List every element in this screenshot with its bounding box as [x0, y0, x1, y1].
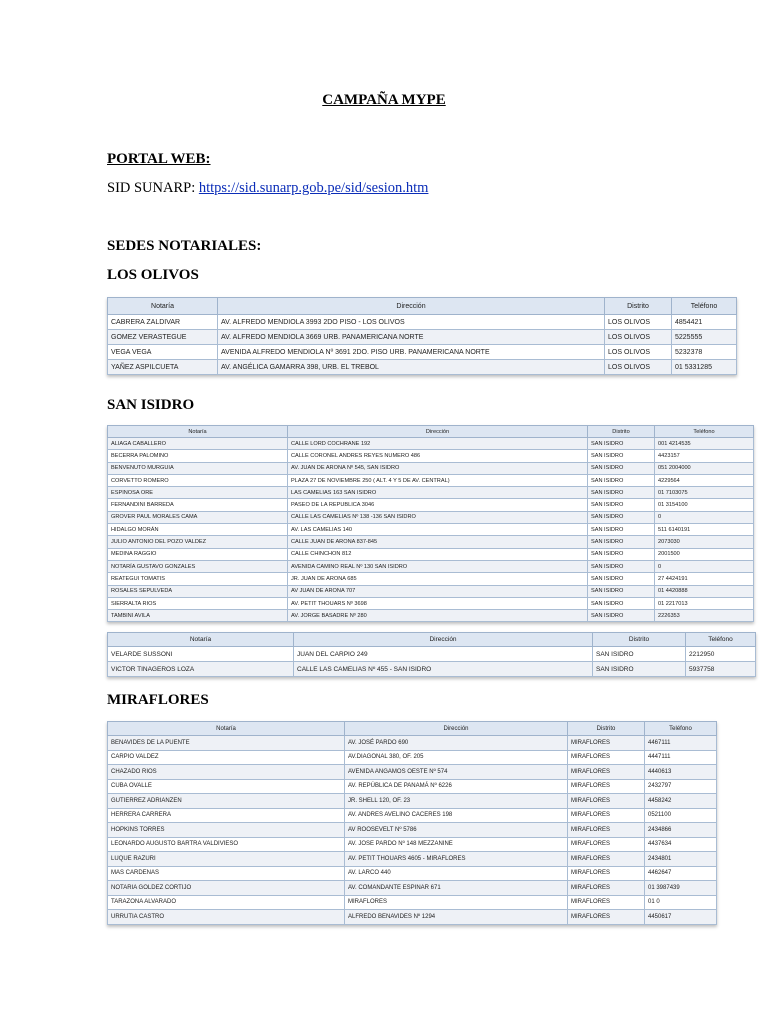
notaria-cell: YAÑEZ ASPILCUETA [108, 360, 218, 375]
notaria-cell: GUTIERREZ ADRIANZEN [108, 794, 345, 809]
telefono-cell: 01 0 [645, 895, 717, 910]
direccion-cell: CALLE LAS CAMELIAS Nº 138 -136 SAN ISIDRO [288, 511, 588, 523]
san-isidro-table-2 [107, 632, 756, 677]
distrito-cell: SAN ISIDRO [588, 548, 655, 560]
direccion-cell: CALLE JUAN DE ARONA 837-845 [288, 536, 588, 548]
table-row [108, 662, 756, 677]
distrito-cell: MIRAFLORES [568, 736, 645, 751]
direccion-cell: CALLE LAS CAMELIAS Nº 455 - SAN ISIDRO [294, 662, 593, 677]
telefono-cell: 4458242 [645, 794, 717, 809]
telefono-cell: 0 [655, 560, 754, 572]
direccion-cell: AV. ALFREDO MENDIOLA 3993 2DO PISO - LOS OLIVOS [218, 315, 605, 330]
table-row [108, 910, 717, 925]
notaria-cell: GOMEZ VERASTEGUE [108, 330, 218, 345]
direccion-cell: MIRAFLORES [345, 895, 568, 910]
table-row [108, 736, 717, 751]
notaria-cell: URRUTIA CASTRO [108, 910, 345, 925]
direccion-cell: CALLE CORONEL ANDRES REYES NUMERO 486 [288, 450, 588, 462]
sedes-heading: SEDES NOTARIALES: [107, 238, 262, 254]
distrito-cell: MIRAFLORES [568, 852, 645, 867]
direccion-cell: AV. PETIT THOUARS Nº 3698 [288, 597, 588, 609]
notaria-cell: CABRERA ZALDIVAR [108, 315, 218, 330]
table-row [108, 895, 717, 910]
table-row [108, 462, 754, 474]
direccion-cell: AV. JOSÉ PARDO 690 [345, 736, 568, 751]
direccion-cell: ALFREDO BENAVIDES Nº 1294 [345, 910, 568, 925]
telefono-cell: 4462647 [645, 866, 717, 881]
notaria-cell: BENAVIDES DE LA PUENTE [108, 736, 345, 751]
table-row [108, 765, 717, 780]
telefono-cell: 5225555 [672, 330, 737, 345]
los-olivos-heading: LOS OLIVOS [107, 267, 199, 283]
distrito-cell: SAN ISIDRO [588, 462, 655, 474]
direccion-cell: AVENIDA ANGAMOS OESTE Nº 574 [345, 765, 568, 780]
notaria-cell: HIDALGO MORÁN [108, 524, 288, 536]
notaria-cell: SIERRALTA RIOS [108, 597, 288, 609]
distrito-cell: SAN ISIDRO [588, 560, 655, 572]
telefono-cell: 2073030 [655, 536, 754, 548]
table-row [108, 438, 754, 450]
distrito-cell: MIRAFLORES [568, 750, 645, 765]
notaria-cell: MEDINA RAGGIO [108, 548, 288, 560]
direccion-cell: JR. JUAN DE ARONA 685 [288, 573, 588, 585]
notaria-cell: HOPKINS TORRES [108, 823, 345, 838]
telefono-cell: 5232378 [672, 345, 737, 360]
distrito-cell: LOS OLIVOS [605, 360, 672, 375]
distrito-cell: MIRAFLORES [568, 866, 645, 881]
notaria-cell: BECERRA PALOMINO [108, 450, 288, 462]
telefono-cell: 01 2217013 [655, 597, 754, 609]
distrito-cell: MIRAFLORES [568, 765, 645, 780]
distrito-cell: MIRAFLORES [568, 779, 645, 794]
distrito-cell: MIRAFLORES [568, 837, 645, 852]
notaria-cell: BENVENUTO MURGUIA [108, 462, 288, 474]
los-olivos-table [107, 297, 737, 375]
header-direccion: Dirección [218, 298, 605, 315]
miraflores-heading: MIRAFLORES [107, 692, 209, 708]
telefono-cell: 2432797 [645, 779, 717, 794]
notaria-cell: ROSALES SEPULVEDA [108, 585, 288, 597]
table-row [108, 750, 717, 765]
notaria-cell: CHAZADO RIOS [108, 765, 345, 780]
table-row [108, 360, 737, 375]
telefono-cell: 27 4424191 [655, 573, 754, 585]
portal-label: SID SUNARP: [107, 180, 199, 196]
table-row [108, 597, 754, 609]
notaria-cell: TAMBINI AVILA [108, 610, 288, 622]
table-row [108, 560, 754, 572]
notaria-cell: FERNANDINI BARREDA [108, 499, 288, 511]
notaria-cell: REATEGUI TOMATIS [108, 573, 288, 585]
table-row [108, 450, 754, 462]
header-direccion: Dirección [294, 633, 593, 647]
sunarp-link[interactable]: https://sid.sunarp.gob.pe/sid/sesion.htm [198, 180, 429, 196]
distrito-cell: MIRAFLORES [568, 808, 645, 823]
distrito-cell: SAN ISIDRO [593, 647, 686, 662]
telefono-cell: 051 2004000 [655, 462, 754, 474]
notaria-cell: ESPINOSA ORE [108, 487, 288, 499]
distrito-cell: MIRAFLORES [568, 895, 645, 910]
distrito-cell: SAN ISIDRO [588, 474, 655, 486]
header-direccion: Dirección [288, 426, 588, 438]
distrito-cell: SAN ISIDRO [588, 536, 655, 548]
direccion-cell: AV. REPÚBLICA DE PANAMÁ Nº 6226 [345, 779, 568, 794]
direccion-cell: CALLE CHINCHON 812 [288, 548, 588, 560]
notaria-cell: GROVER PAUL MORALES CAMA [108, 511, 288, 523]
telefono-cell: 2434801 [645, 852, 717, 867]
portal-heading: PORTAL WEB: [107, 151, 211, 167]
direccion-cell: CALLE LORD COCHRANE 192 [288, 438, 588, 450]
notaria-cell: CARPIO VALDEZ [108, 750, 345, 765]
notaria-cell: LUQUE RAZURI [108, 852, 345, 867]
direccion-cell: AVENIDA CAMINO REAL Nº 130 SAN ISIDRO [288, 560, 588, 572]
telefono-cell: 4229564 [655, 474, 754, 486]
header-telefono: Teléfono [672, 298, 737, 315]
notaria-cell: VEGA VEGA [108, 345, 218, 360]
telefono-cell: 01 3987439 [645, 881, 717, 896]
table-row [108, 585, 754, 597]
telefono-cell: 01 7103075 [655, 487, 754, 499]
telefono-cell: 4423157 [655, 450, 754, 462]
distrito-cell: SAN ISIDRO [588, 438, 655, 450]
direccion-cell: AV.DIAGONAL 380, OF. 205 [345, 750, 568, 765]
table-row [108, 866, 717, 881]
telefono-cell: 01 5331285 [672, 360, 737, 375]
telefono-cell: 4467111 [645, 736, 717, 751]
distrito-cell: MIRAFLORES [568, 794, 645, 809]
table-row [108, 487, 754, 499]
direccion-cell: AV. ALFREDO MENDIOLA 3669 URB. PANAMERICANA NORTE [218, 330, 605, 345]
direccion-cell: AV. JUAN DE ARONA Nº 545, SAN ISIDRO [288, 462, 588, 474]
portal-line [107, 180, 428, 197]
table-row [108, 548, 754, 560]
direccion-cell: PLAZA 27 DE NOVIEMBRE 250 ( ALT. 4 Y 5 DE AV. CENTRAL) [288, 474, 588, 486]
telefono-cell: 4437634 [645, 837, 717, 852]
distrito-cell: SAN ISIDRO [588, 487, 655, 499]
distrito-cell: SAN ISIDRO [588, 499, 655, 511]
distrito-cell: MIRAFLORES [568, 881, 645, 896]
header-distrito: Distrito [605, 298, 672, 315]
direccion-cell: AV. JORGE BASADRE Nº 280 [288, 610, 588, 622]
distrito-cell: SAN ISIDRO [588, 573, 655, 585]
telefono-cell: 4447111 [645, 750, 717, 765]
header-telefono: Teléfono [645, 722, 717, 736]
telefono-cell: 01 3154100 [655, 499, 754, 511]
telefono-cell: 2226353 [655, 610, 754, 622]
table-row [108, 794, 717, 809]
notaria-cell: VELARDE SUSSONI [108, 647, 294, 662]
table-row [108, 573, 754, 585]
distrito-cell: MIRAFLORES [568, 823, 645, 838]
header-distrito: Distrito [568, 722, 645, 736]
table-row [108, 330, 737, 345]
san-isidro-table [107, 425, 754, 622]
header-telefono: Teléfono [655, 426, 754, 438]
direccion-cell: AV. COMANDANTE ESPINAR 671 [345, 881, 568, 896]
direccion-cell: AV. LARCO 440 [345, 866, 568, 881]
telefono-cell: 2434866 [645, 823, 717, 838]
table-row [108, 345, 737, 360]
table-row [108, 823, 717, 838]
direccion-cell: JR. SHELL 120, OF. 23 [345, 794, 568, 809]
notaria-cell: ALIAGA CABALLERO [108, 438, 288, 450]
table-row [108, 881, 717, 896]
table-row [108, 647, 756, 662]
header-notaria: Notaría [108, 722, 345, 736]
direccion-cell: AVENIDA ALFREDO MENDIOLA Nº 3691 2DO. PISO URB. PANAMERICANA NORTE [218, 345, 605, 360]
header-distrito: Distrito [593, 633, 686, 647]
notaria-cell: HERRERA CARRERA [108, 808, 345, 823]
distrito-cell: SAN ISIDRO [588, 597, 655, 609]
miraflores-table [107, 721, 717, 925]
table-row [108, 852, 717, 867]
notaria-cell: JULIO ANTONIO DEL POZO VALDEZ [108, 536, 288, 548]
table-row [108, 837, 717, 852]
table-row [108, 536, 754, 548]
notaria-cell: CORVETTO ROMERO [108, 474, 288, 486]
table-row [108, 499, 754, 511]
telefono-cell: 2001500 [655, 548, 754, 560]
distrito-cell: SAN ISIDRO [588, 511, 655, 523]
notaria-cell: LEONARDO AUGUSTO BARTRA VALDIVIESO [108, 837, 345, 852]
distrito-cell: LOS OLIVOS [605, 315, 672, 330]
table-row [108, 779, 717, 794]
telefono-cell: 2212950 [686, 647, 756, 662]
telefono-cell: 0521100 [645, 808, 717, 823]
notaria-cell: MAS CARDENAS [108, 866, 345, 881]
distrito-cell: SAN ISIDRO [588, 585, 655, 597]
header-direccion: Dirección [345, 722, 568, 736]
direccion-cell: JUAN DEL CARPIO 249 [294, 647, 593, 662]
header-distrito: Distrito [588, 426, 655, 438]
distrito-cell: MIRAFLORES [568, 910, 645, 925]
direccion-cell: AV. LAS CAMELIAS 140 [288, 524, 588, 536]
header-telefono: Teléfono [686, 633, 756, 647]
notaria-cell: NOTARIA GOLDEZ CORTIJO [108, 881, 345, 896]
distrito-cell: SAN ISIDRO [588, 524, 655, 536]
direccion-cell: AV. PETIT THOUARS 4605 - MIRAFLORES [345, 852, 568, 867]
notaria-cell: NOTARÍA GUSTAVO GONZALES [108, 560, 288, 572]
distrito-cell: SAN ISIDRO [588, 610, 655, 622]
notaria-cell: CUBA OVALLE [108, 779, 345, 794]
direccion-cell: AV. JOSE PARDO Nº 148 MEZZANINE [345, 837, 568, 852]
telefono-cell: 511 6140191 [655, 524, 754, 536]
direccion-cell: AV. ANGÉLICA GAMARRA 398, URB. EL TREBOL [218, 360, 605, 375]
telefono-cell: 4854421 [672, 315, 737, 330]
direccion-cell: LAS CAMELIAS 163 SAN ISIDRO [288, 487, 588, 499]
table-row [108, 511, 754, 523]
telefono-cell: 0 [655, 511, 754, 523]
san-isidro-heading: SAN ISIDRO [107, 397, 195, 413]
direccion-cell: PASEO DE LA REPUBLICA 3046 [288, 499, 588, 511]
notaria-cell: VICTOR TINAGEROS LOZA [108, 662, 294, 677]
telefono-cell: 01 4420888 [655, 585, 754, 597]
telefono-cell: 4450617 [645, 910, 717, 925]
distrito-cell: SAN ISIDRO [593, 662, 686, 677]
distrito-cell: LOS OLIVOS [605, 345, 672, 360]
table-row [108, 315, 737, 330]
telefono-cell: 001 4214535 [655, 438, 754, 450]
header-notaria: Notaría [108, 426, 288, 438]
distrito-cell: LOS OLIVOS [605, 330, 672, 345]
direccion-cell: AV JUAN DE ARONA 707 [288, 585, 588, 597]
document-title: CAMPAÑA MYPE [322, 92, 446, 108]
telefono-cell: 4440613 [645, 765, 717, 780]
table-row [108, 524, 754, 536]
direccion-cell: AV ROOSEVELT Nº 5786 [345, 823, 568, 838]
direccion-cell: AV. ANDRES AVELINO CACERES 198 [345, 808, 568, 823]
distrito-cell: SAN ISIDRO [588, 450, 655, 462]
telefono-cell: 5937758 [686, 662, 756, 677]
table-row [108, 808, 717, 823]
table-row [108, 610, 754, 622]
table-row [108, 474, 754, 486]
header-notaria: Notaría [108, 633, 294, 647]
header-notaria: Notaría [108, 298, 218, 315]
notaria-cell: TARAZONA ALVARADO [108, 895, 345, 910]
